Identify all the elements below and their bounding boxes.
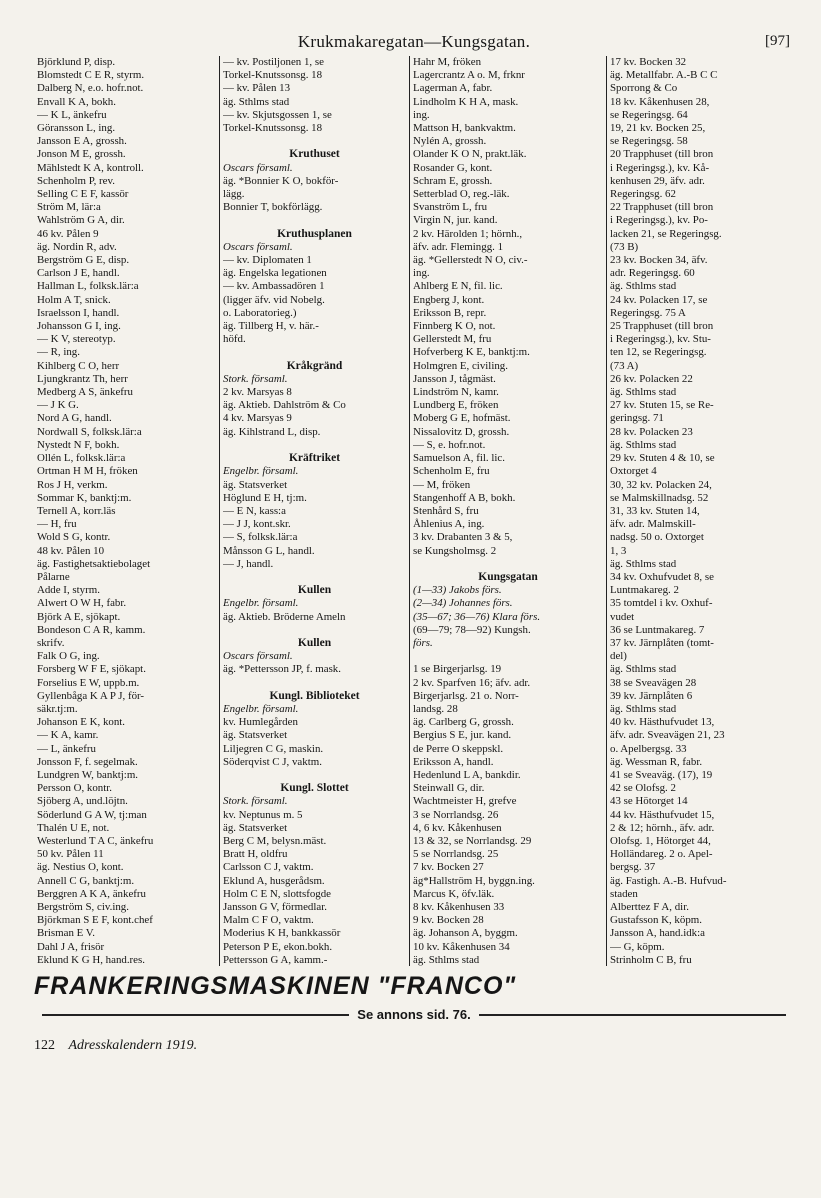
directory-entry: äg. *Gellerstedt N O, civ.- bbox=[413, 254, 528, 267]
page-header bbox=[34, 28, 794, 54]
section-heading: Kungl. Slottet bbox=[280, 782, 349, 795]
directory-entry: 20 Trapphuset (till bron bbox=[610, 148, 714, 161]
directory-entry: 19, 21 kv. Bocken 25, bbox=[610, 122, 706, 135]
column-1 bbox=[34, 56, 219, 966]
directory-entry: Carlsson C J, vaktm. bbox=[223, 861, 314, 874]
directory-entry: Gellerstedt M, fru bbox=[413, 333, 492, 346]
directory-entry: äg. Aktieb. Bröderne Ameln bbox=[223, 610, 346, 623]
advert-headline: FRANKERINGSMASKINEN "FRANCO" bbox=[34, 972, 517, 1000]
directory-entry bbox=[223, 677, 406, 690]
directory-entry: Ollén L, folksk.lär:a bbox=[37, 452, 126, 465]
directory-entry: 41 se Sveaväg. (17), 19 bbox=[610, 768, 713, 781]
directory-entry: 17 kv. Bocken 32 bbox=[610, 56, 687, 68]
directory-entry: äg. Nordin R, adv. bbox=[37, 240, 117, 253]
directory-entry: Gyllenbåga K A P J, för- bbox=[37, 689, 145, 702]
directory-entry: 22 Trapphuset (till bron bbox=[610, 201, 714, 214]
directory-entry: ten 12, se Regeringsg. bbox=[610, 346, 707, 359]
directory-entry: 35 tomtdel i kv. Oxhuf- bbox=[610, 597, 713, 610]
directory-entry: Samuelson A, fil. lic. bbox=[413, 452, 505, 465]
directory-entry: äg. Kihlstrand L, disp. bbox=[223, 425, 321, 438]
directory-entry: 36 se Luntmakareg. 7 bbox=[610, 623, 705, 636]
directory-entry: Strinholm C B, fru bbox=[610, 953, 692, 966]
section-heading: Kräftriket bbox=[288, 452, 341, 465]
directory-entry: äg. Sthlms stad bbox=[610, 557, 677, 570]
directory-entry: Torkel-Knutssonsg. 18 bbox=[223, 122, 323, 135]
directory-entry: i Regeringsg.), kv. Stu- bbox=[610, 333, 711, 346]
directory-entry: Bergström S, civ.ing. bbox=[37, 901, 129, 913]
directory-entry: Åhlenius A, ing. bbox=[413, 518, 485, 531]
directory-entry: 4 kv. Marsyas 9 bbox=[223, 412, 292, 425]
directory-entry: Jansson J, tågmäst. bbox=[413, 372, 496, 385]
directory-entry: — kv. Pålen 13 bbox=[223, 82, 291, 95]
directory-entry: äg. *Bonnier K O, bokför- bbox=[223, 174, 339, 187]
directory-entry: Engberg J, kont. bbox=[413, 293, 485, 306]
directory-entry: Oscars församl. bbox=[223, 161, 293, 174]
directory-entry: Envall K A, bokh. bbox=[37, 95, 116, 108]
directory-entry: Björklund P, disp. bbox=[37, 56, 116, 68]
directory-entry: 27 kv. Stuten 15, se Re- bbox=[610, 399, 714, 412]
directory-entry: Johansson G I, ing. bbox=[37, 320, 121, 333]
directory-entry: 44 kv. Hästhufvudet 15, bbox=[610, 808, 715, 821]
directory-entry bbox=[223, 769, 406, 782]
section-heading: Kruthusplanen bbox=[277, 227, 352, 240]
directory-entry: Bergström G E, disp. bbox=[37, 254, 130, 267]
directory-entry: 50 kv. Pålen 11 bbox=[37, 848, 104, 861]
directory-entry: Blomstedt C E R, styrm. bbox=[37, 69, 145, 82]
directory-entry: 9 kv. Bocken 28 bbox=[413, 914, 484, 927]
directory-entry: 28 kv. Polacken 23 bbox=[610, 425, 693, 438]
directory-entry: — M, fröken bbox=[413, 478, 471, 491]
directory-entry: Westerlund T A C, änkefru bbox=[37, 834, 154, 847]
footer-page-number: 122 bbox=[34, 1038, 55, 1053]
directory-entry: — J J, kont.skr. bbox=[223, 518, 291, 531]
directory-entry: Olander K O N, prakt.läk. bbox=[413, 148, 527, 161]
directory-entry: 2 & 12; hörnh., äfv. adr. bbox=[610, 821, 715, 834]
directory-entry: Schenholm P, rev. bbox=[37, 174, 115, 187]
directory-entry: 1, 3 bbox=[610, 544, 627, 557]
directory-entry: Dalberg N, e.o. hofr.not. bbox=[37, 82, 144, 95]
directory-entry: Ros J H, verkm. bbox=[37, 478, 108, 491]
directory-entry: Falk O G, ing. bbox=[37, 650, 100, 663]
directory-entry: höfd. bbox=[223, 333, 246, 346]
directory-entry: äg. Wessman R, fabr. bbox=[610, 755, 703, 768]
directory-entry: Peterson P E, ekon.bokh. bbox=[223, 940, 333, 953]
directory-entry: (73 A) bbox=[610, 359, 639, 372]
directory-entry: Rosander G, kont. bbox=[413, 161, 493, 174]
directory-entry: lacken 21, se Regeringsg. bbox=[610, 227, 722, 240]
directory-entry: 8 kv. Kåkenhusen 33 bbox=[413, 901, 505, 913]
directory-entry: 30, 32 kv. Polacken 24, bbox=[610, 478, 712, 491]
directory-entry: förs. bbox=[413, 636, 433, 649]
directory-entry: Jansson G V, förmedlar. bbox=[223, 901, 327, 913]
directory-entry: äg. Aktieb. Dahlström & Co bbox=[223, 399, 346, 412]
section-heading: Kungsgatan bbox=[478, 570, 538, 583]
directory-entry: o. Apelbergsg. 33 bbox=[610, 742, 687, 755]
directory-entry: 2 kv. Härolden 1; hörnh., bbox=[413, 227, 523, 240]
directory-entry: äg. Engelska legationen bbox=[223, 267, 327, 280]
directory-entry: Wachtmeister H, grefve bbox=[413, 795, 517, 808]
directory-entry: Jonsson F, f. segelmak. bbox=[37, 755, 138, 768]
directory-entry: Persson O, kontr. bbox=[37, 782, 113, 795]
directory-entry: Sommar K, banktj:m. bbox=[37, 491, 132, 504]
directory-entry: 34 kv. Oxhufvudet 8, se bbox=[610, 570, 714, 583]
directory-entry: — K L, änkefru bbox=[37, 108, 107, 121]
directory-entry bbox=[223, 439, 406, 452]
directory-entry: Steinwall G, dir. bbox=[413, 782, 485, 795]
directory-entry bbox=[413, 558, 603, 571]
directory-entry: se Malmskillnadsg. 52 bbox=[610, 491, 709, 504]
directory-entry: Lundberg E, fröken bbox=[413, 399, 499, 412]
directory-entry bbox=[223, 214, 406, 227]
directory-entry: 1 se Birgerjarlsg. 19 bbox=[413, 663, 502, 676]
directory-entry: Eriksson A, handl. bbox=[413, 755, 494, 768]
directory-entry: i Regeringsg.), kv. Po- bbox=[610, 214, 708, 227]
directory-entry: Johanson E K, kont. bbox=[37, 716, 126, 729]
directory-entry: Mählstedt K A, kontroll. bbox=[37, 161, 144, 174]
directory-entry: se Regeringsg. 58 bbox=[610, 135, 688, 148]
directory-entry: del) bbox=[610, 650, 627, 663]
directory-entry: landsg. 28 bbox=[413, 702, 458, 715]
section-heading: Kullen bbox=[297, 584, 332, 597]
directory-entry: äg. Carlberg G, grossh. bbox=[413, 716, 514, 729]
directory-entry: — J, handl. bbox=[223, 557, 274, 570]
directory-entry: Finnberg K O, not. bbox=[413, 320, 496, 333]
directory-entry: kv. Neptunus m. 5 bbox=[223, 808, 303, 821]
directory-entry: Nordwall S, folksk.lär:a bbox=[37, 425, 142, 438]
page-footer bbox=[34, 1038, 197, 1054]
directory-entry: Holm A T, snick. bbox=[37, 293, 111, 306]
directory-entry: Israelsson I, handl. bbox=[37, 306, 120, 319]
column-2 bbox=[219, 56, 409, 966]
directory-entry: (69—79; 78—92) Kungsh. bbox=[413, 623, 531, 636]
directory-entry: Hofverberg K E, banktj:m. bbox=[413, 346, 530, 359]
directory-entry: Olofsg. 1, Hötorget 44, bbox=[610, 834, 711, 847]
directory-entry: säkr.tj:m. bbox=[37, 702, 78, 715]
directory-entry: bergsg. 37 bbox=[610, 861, 656, 874]
directory-entry: kenhusen 29, äfv. adr. bbox=[610, 174, 705, 187]
directory-entry: Kihlberg C O, herr bbox=[37, 359, 120, 372]
directory-entry: (35—67; 36—76) Klara förs. bbox=[413, 610, 541, 623]
directory-entry: 5 se Norrlandsg. 25 bbox=[413, 848, 499, 861]
directory-entry: äg. Sthlms stad bbox=[610, 280, 677, 293]
directory-entry: 29 kv. Stuten 4 & 10, se bbox=[610, 452, 715, 465]
directory-entry: Jansson E A, grossh. bbox=[37, 135, 127, 148]
footer-source: Adresskalendern 1919. bbox=[68, 1038, 198, 1053]
directory-entry: — K V, stereotyp. bbox=[37, 333, 116, 346]
column-4 bbox=[606, 56, 794, 966]
directory-entry: Lagercrantz A o. M, frknr bbox=[413, 69, 525, 82]
column-3 bbox=[409, 56, 606, 966]
directory-entry: 10 kv. Kåkenhusen 34 bbox=[413, 940, 510, 953]
directory-entry: Lindström N, kamr. bbox=[413, 386, 499, 399]
directory-entry: 42 se Olofsg. 2 bbox=[610, 782, 676, 795]
directory-entry: äg. Sthlms stad bbox=[223, 95, 290, 108]
directory-entry: 7 kv. Bocken 27 bbox=[413, 861, 484, 874]
directory-entry: 23 kv. Bocken 34, äfv. bbox=[610, 254, 708, 267]
directory-entry: Nord A G, handl. bbox=[37, 412, 112, 425]
page-number: [97] bbox=[765, 33, 790, 49]
directory-entry: äg. Sthlms stad bbox=[610, 386, 677, 399]
directory-entry: vudet bbox=[610, 610, 635, 623]
directory-entry: — kv. Ambassadören 1 bbox=[223, 280, 325, 293]
directory-entry: 46 kv. Pålen 9 bbox=[37, 227, 99, 240]
directory-entry: Gustafsson K, köpm. bbox=[610, 914, 702, 927]
directory-entry: 37 kv. Järnplåten (tomt- bbox=[610, 636, 714, 649]
directory-entry: Sporrong & Co bbox=[610, 82, 678, 95]
directory-entry: (73 B) bbox=[610, 240, 639, 253]
directory-entry: Bratt H, oldfru bbox=[223, 848, 288, 861]
directory-entry: Schram E, grossh. bbox=[413, 174, 493, 187]
directory-entry: Schenholm E, fru bbox=[413, 465, 490, 478]
directory-entry: äg. Metallfabr. A.-B C C bbox=[610, 69, 718, 82]
directory-entry: Oxtorget 4 bbox=[610, 465, 657, 478]
advert-subline-row bbox=[34, 1007, 794, 1022]
rule-left bbox=[42, 1014, 349, 1016]
section-heading: Kråkgränd bbox=[286, 359, 343, 372]
directory-entry: Bondeson C A R, kamm. bbox=[37, 623, 146, 636]
directory-entry: (2—34) Johannes förs. bbox=[413, 597, 513, 610]
directory-entry: — L, änkefru bbox=[37, 742, 96, 755]
directory-entry: Ljungkrantz Th, herr bbox=[37, 372, 128, 385]
directory-entry: Nissalovitz D, grossh. bbox=[413, 425, 510, 438]
directory-entry: 13 & 32, se Norrlandsg. 29 bbox=[413, 834, 532, 847]
directory-entry: 3 se Norrlandsg. 26 bbox=[413, 808, 499, 821]
directory-entry: Söderqvist C J, vaktm. bbox=[223, 755, 322, 768]
directory-entry: Stork. församl. bbox=[223, 795, 288, 808]
directory-entry: 2 kv. Marsyas 8 bbox=[223, 386, 292, 399]
directory-entry: äg. Sthlms stad bbox=[413, 953, 480, 966]
directory-entry: Berg C M, belysn.mäst. bbox=[223, 834, 327, 847]
directory-entry: äg. Fastigh. A.-B. Hufvud- bbox=[610, 874, 727, 887]
directory-entry: Liljegren C G, maskin. bbox=[223, 742, 324, 755]
directory-entry: 25 Trapphuset (till bron bbox=[610, 320, 714, 333]
directory-entry: Söderlund G A W, tj:man bbox=[37, 808, 147, 821]
directory-entry: Virgin N, jur. kand. bbox=[413, 214, 498, 227]
directory-entry: Hedenlund L A, bankdir. bbox=[413, 768, 521, 781]
directory-entry: — kv. Postiljonen 1, se bbox=[223, 56, 324, 68]
directory-entry: Selling C E F, kassör bbox=[37, 188, 129, 201]
directory-entry: (ligger äfv. vid Nobelg. bbox=[223, 293, 325, 306]
directory-entry: Torkel-Knutssonsg. 18 bbox=[223, 69, 323, 82]
directory-entry: Forsberg W F E, sjökapt. bbox=[37, 663, 146, 676]
directory-entry: Stenhård S, fru bbox=[413, 504, 479, 517]
directory-entry: äg. *Pettersson JP, f. mask. bbox=[223, 663, 341, 676]
directory-entry: Berggren A K A, änkefru bbox=[37, 887, 146, 900]
directory-entry: äg. Statsverket bbox=[223, 821, 288, 834]
directory-entry: Engelbr. församl. bbox=[223, 597, 299, 610]
directory-entry: äg. Johanson A, byggm. bbox=[413, 927, 518, 940]
directory-entry: lägg. bbox=[223, 188, 245, 201]
directory-entry: Engelbr. församl. bbox=[223, 465, 299, 478]
directory-entry: Forselius E W, uppb.m. bbox=[37, 676, 140, 689]
directory-entry: Brisman E V. bbox=[37, 927, 95, 940]
directory-entry: Bergius S E, jur. kand. bbox=[413, 729, 512, 742]
directory-entry bbox=[223, 346, 406, 359]
directory-entry: 40 kv. Hästhufvudet 13, bbox=[610, 716, 715, 729]
directory-entry: Svanström L, fru bbox=[413, 201, 488, 214]
directory-entry: Stork. församl. bbox=[223, 372, 288, 385]
directory-entry: Carlson J E, handl. bbox=[37, 267, 120, 280]
directory-entry: Pettersson G A, kamm.- bbox=[223, 953, 328, 966]
directory-entry: — kv. Skjutsgossen 1, se bbox=[223, 108, 332, 121]
directory-entry: Ortman H M H, fröken bbox=[37, 465, 138, 478]
directory-entry: Sjöberg A, und.löjtn. bbox=[37, 795, 128, 808]
directory-entry: Eklund A, husgerådsm. bbox=[223, 874, 325, 887]
directory-entry: Ström M, lär:a bbox=[37, 201, 101, 214]
section-heading: Kungl. Biblioteket bbox=[269, 689, 360, 702]
directory-entry: äg. Sthlms stad bbox=[610, 438, 677, 451]
directory-entry: Stangenhoff A B, bokh. bbox=[413, 491, 516, 504]
rule-right bbox=[479, 1014, 786, 1016]
directory-entry bbox=[413, 650, 603, 663]
directory-entry: Jonson M E, grossh. bbox=[37, 148, 126, 161]
directory-entry: Höglund E H, tj:m. bbox=[223, 491, 307, 504]
directory-entry bbox=[223, 624, 406, 637]
directory-entry: — kv. Diplomaten 1 bbox=[223, 254, 312, 267]
directory-entry: Bonnier T, bokförlägg. bbox=[223, 201, 323, 214]
directory-entry bbox=[223, 135, 406, 148]
directory-entry: ing. bbox=[413, 108, 430, 121]
directory-entry: — S, e. hofr.not. bbox=[413, 438, 486, 451]
directory-entry: se Regeringsg. 64 bbox=[610, 108, 688, 121]
directory-entry: geringsg. 71 bbox=[610, 412, 664, 425]
directory-entry: — S, folksk.lär:a bbox=[223, 531, 298, 544]
directory-entry: nadsg. 50 o. Oxtorget bbox=[610, 531, 704, 544]
directory-entry: Hallman L, folksk.lär:a bbox=[37, 280, 139, 293]
directory-entry: 43 se Hötorget 14 bbox=[610, 795, 688, 808]
directory-entry: ing. bbox=[413, 267, 430, 280]
directory-entry: äg. Nestius O, kont. bbox=[37, 861, 124, 874]
directory-entry: äg. Sthlms stad bbox=[610, 702, 677, 715]
directory-entry: Dahl J A, frisör bbox=[37, 940, 105, 953]
directory-entry: 3 kv. Drabanten 3 & 5, bbox=[413, 531, 513, 544]
directory-entry: de Perre O skeppskl. bbox=[413, 742, 504, 755]
directory-entry: äg*Hallström H, byggn.ing. bbox=[413, 874, 535, 887]
directory-entry: Ternell A, korr.läs bbox=[37, 504, 116, 517]
directory-entry: Eriksson B, repr. bbox=[413, 306, 487, 319]
directory-entry: 38 se Sveavägen 28 bbox=[610, 676, 697, 689]
directory-entry: Björk A E, sjökapt. bbox=[37, 610, 121, 623]
directory-entry: Wold S G, kontr. bbox=[37, 531, 111, 544]
directory-entry: Nylén A, grossh. bbox=[413, 135, 487, 148]
section-heading: Kruthuset bbox=[289, 148, 340, 161]
directory-entry: adr. Regeringsg. 60 bbox=[610, 267, 695, 280]
directory-entry: (1—33) Jakobs förs. bbox=[413, 584, 502, 597]
directory-entry: Jansson A, hand.idk:a bbox=[610, 927, 705, 940]
directory-entry: äg. Tillberg H, v. här.- bbox=[223, 320, 319, 333]
section-heading: Kullen bbox=[297, 636, 332, 649]
directory-entry bbox=[223, 571, 406, 584]
directory-entry: skrifv. bbox=[37, 636, 65, 649]
directory-entry: Oscars församl. bbox=[223, 240, 293, 253]
directory-entry: Birgerjarlsg. 21 o. Norr- bbox=[413, 689, 519, 702]
directory-entry: äg. Fastighetsaktiebolaget bbox=[37, 557, 151, 570]
page-title: Krukmakaregatan—Kungsgatan. bbox=[297, 32, 531, 51]
directory-entry: Pålarne bbox=[37, 570, 70, 583]
directory-entry: 18 kv. Kåkenhusen 28, bbox=[610, 95, 710, 108]
directory-entry: Marcus K, öfv.läk. bbox=[413, 887, 495, 900]
directory-entry: Lagerman A, fabr. bbox=[413, 82, 493, 95]
directory-entry: 2 kv. Sparfven 16; äfv. adr. bbox=[413, 676, 531, 689]
directory-entry: Regeringsg. 62 bbox=[610, 188, 676, 201]
directory-entry: Thalén U E, not. bbox=[37, 821, 110, 834]
directory-entry: Moberg G E, hofmäst. bbox=[413, 412, 511, 425]
directory-entry: äg. Statsverket bbox=[223, 729, 288, 742]
directory-entry: Mattson H, bankvaktm. bbox=[413, 122, 516, 135]
directory-entry: 24 kv. Polacken 17, se bbox=[610, 293, 708, 306]
directory-entry: Adde I, styrm. bbox=[37, 584, 100, 597]
directory-entry: äfv. adr. Flemingg. 1 bbox=[413, 240, 504, 253]
directory-entry: — H, fru bbox=[37, 518, 77, 531]
directory-entry: Lundgren W, banktj:m. bbox=[37, 768, 139, 781]
directory-entry: Moderius K H, bankkassör bbox=[223, 927, 341, 940]
directory-entry: Månsson G L, handl. bbox=[223, 544, 315, 557]
directory-entry: äg. Statsverket bbox=[223, 478, 288, 491]
directory-entry: Björkman S E F, kont.chef bbox=[37, 914, 153, 927]
directory-entry: — E N, kass:a bbox=[223, 504, 286, 517]
directory-entry: Alwert O W H, fabr. bbox=[37, 597, 127, 610]
directory-entry: Nystedt N F, bokh. bbox=[37, 438, 120, 451]
directory-entry: o. Laboratorieg.) bbox=[223, 306, 297, 319]
directory-entry: — G, köpm. bbox=[610, 940, 665, 953]
directory-entry: Luntmakareg. 2 bbox=[610, 584, 679, 597]
directory-entry: Hahr M, fröken bbox=[413, 56, 482, 68]
directory-entry: Engelbr. församl. bbox=[223, 702, 299, 715]
directory-entry: Holmgren E, civiling. bbox=[413, 359, 508, 372]
directory-entry: Holm C E N, slottsfogde bbox=[223, 887, 331, 900]
directory-entry: Medberg A S, änkefru bbox=[37, 386, 133, 399]
directory-entry: 26 kv. Polacken 22 bbox=[610, 372, 693, 385]
advertisement bbox=[34, 972, 794, 1022]
directory-entry: 31, 33 kv. Stuten 14, bbox=[610, 504, 700, 517]
directory-entry: 39 kv. Järnplåten 6 bbox=[610, 689, 693, 702]
directory-columns bbox=[34, 56, 794, 966]
directory-entry: se Kungsholmsg. 2 bbox=[413, 544, 497, 557]
directory-entry: äfv. adr. Sveavägen 21, 23 bbox=[610, 729, 725, 742]
directory-entry: Setterblad O, reg.-läk. bbox=[413, 188, 510, 201]
directory-entry: staden bbox=[610, 887, 638, 900]
directory-entry: äfv. adr. Malmskill- bbox=[610, 518, 696, 531]
advert-subline: Se annons sid. 76. bbox=[357, 1007, 471, 1022]
directory-page bbox=[34, 28, 794, 1178]
directory-entry: Malm C F O, vaktm. bbox=[223, 914, 314, 927]
directory-entry: Regeringsg. 75 A bbox=[610, 306, 686, 319]
directory-entry: — J K G. bbox=[37, 399, 79, 412]
directory-entry: Oscars församl. bbox=[223, 650, 293, 663]
directory-entry: Eklund K G H, hand.res. bbox=[37, 953, 145, 966]
directory-entry: Annell C G, banktj:m. bbox=[37, 874, 135, 887]
directory-entry: Wahlström G A, dir. bbox=[37, 214, 125, 227]
directory-entry: Göransson L, ing. bbox=[37, 122, 116, 135]
directory-entry: 4, 6 kv. Kåkenhusen bbox=[413, 821, 502, 834]
directory-entry: Lindholm K H A, mask. bbox=[413, 95, 519, 108]
directory-entry: äg. Sthlms stad bbox=[610, 663, 677, 676]
directory-entry: Holländareg. 2 o. Apel- bbox=[610, 848, 713, 861]
directory-entry: Alberttez F A, dir. bbox=[610, 901, 689, 913]
directory-entry: — K A, kamr. bbox=[37, 729, 99, 742]
directory-entry: kv. Humlegården bbox=[223, 716, 298, 729]
directory-entry: Ahlberg E N, fil. lic. bbox=[413, 280, 503, 293]
directory-entry: — R, ing. bbox=[37, 346, 80, 359]
directory-entry: i Regeringsg.), kv. Kå- bbox=[610, 161, 710, 174]
directory-entry: 48 kv. Pålen 10 bbox=[37, 544, 105, 557]
